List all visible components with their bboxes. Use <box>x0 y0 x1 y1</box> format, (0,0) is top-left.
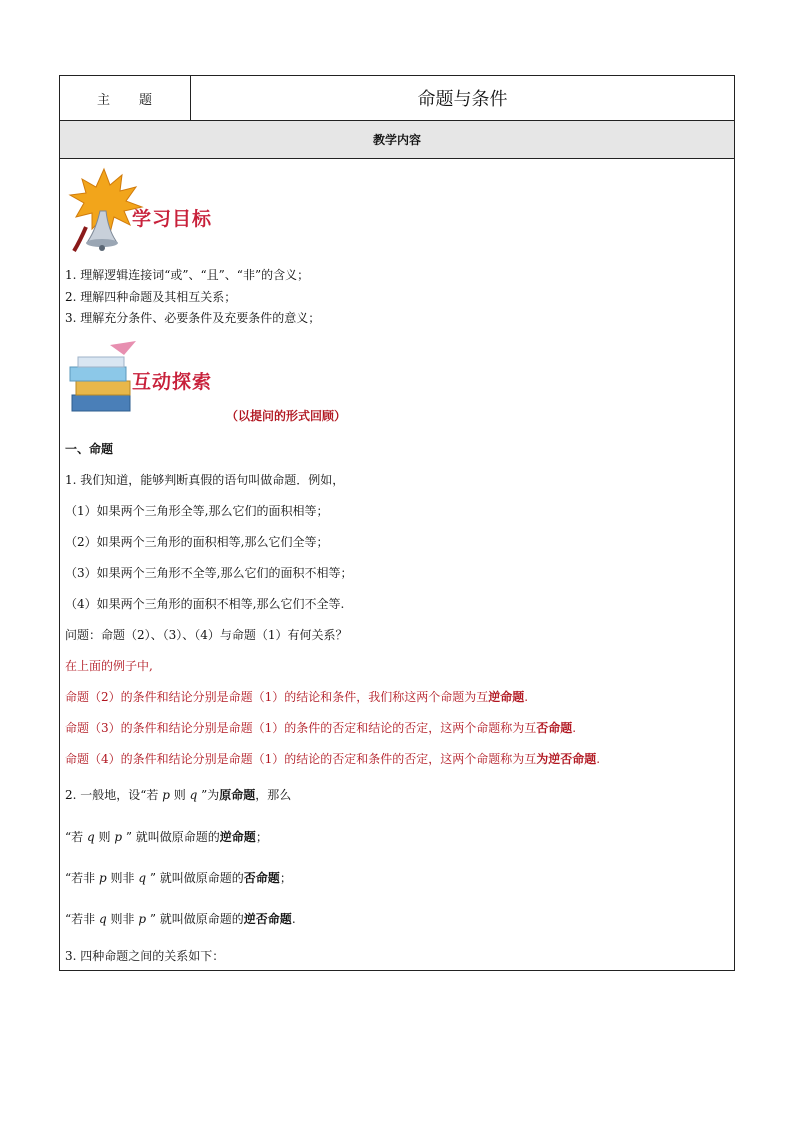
converse-text-a: “若 <box>65 830 84 844</box>
intro-line: 1. 我们知道，能够判断真假的语句叫做命题．例如， <box>65 473 345 487</box>
converse-definition <box>65 828 268 845</box>
general-text-c: ”为 <box>201 788 220 802</box>
contrapositive-term: 逆否命题 <box>243 912 292 926</box>
inverse-text-b: 则非 <box>110 871 135 885</box>
inverse-term: 否命题 <box>243 871 280 885</box>
answer-2-text: 命题（3）的条件和结论分别是命题（1）的条件的否定和结论的否定，这两个命题称为互 <box>65 721 537 735</box>
review-note: （以提问的形式回顾） <box>226 409 347 423</box>
example-1: （1）如果两个三角形全等,那么它们的面积相等； <box>65 504 329 518</box>
topic-title: 命题与条件 <box>417 89 508 110</box>
answer-2 <box>65 719 576 736</box>
answer-2-term: 否命题 <box>536 721 573 735</box>
answer-1-text: 命题（2）的条件和结论分别是命题（1）的结论和条件，我们称这两个命题为互 <box>65 690 489 704</box>
content-body <box>60 159 734 970</box>
answer-1 <box>65 688 528 705</box>
four-propositions-relation: 3. 四种命题之间的关系如下： <box>65 949 225 963</box>
topic-label-part2: 题 <box>139 92 154 108</box>
inverse-text-d: ； <box>279 871 292 885</box>
contrapositive-text-d: . <box>291 912 296 926</box>
general-text-b: 则 <box>173 788 186 802</box>
converse-text-b: 则 <box>98 830 111 844</box>
teaching-content-bar: 教学内容 <box>60 121 734 159</box>
example-4: （4）如果两个三角形的面积不相等,那么它们不全等. <box>65 597 345 611</box>
answer-2-end: . <box>572 721 577 735</box>
var-p: p <box>138 912 147 926</box>
general-text-a: 2. 一般地，设“若 <box>65 788 159 802</box>
var-q: q <box>138 871 147 885</box>
topic-label-part1: 主 <box>96 92 111 108</box>
inverse-text-a: “若非 <box>65 871 96 885</box>
var-q: q <box>86 830 95 844</box>
contrapositive-text-c: ” 就叫做原命题的 <box>149 912 244 926</box>
answer-intro: 在上面的例子中, <box>65 659 153 673</box>
example-3: （3）如果两个三角形不全等,那么它们的面积不相等； <box>65 566 353 580</box>
answer-1-term: 逆命题 <box>488 690 525 704</box>
general-text-d: ，那么 <box>255 788 292 802</box>
inverse-definition <box>65 869 292 886</box>
var-q: q <box>98 912 107 926</box>
topic-label <box>60 76 191 120</box>
question-line: 问题：命题（2）、（3）、（4）与命题（1）有何关系？ <box>65 628 348 642</box>
inverse-text-c: ” 就叫做原命题的 <box>149 871 244 885</box>
var-p: p <box>162 788 170 802</box>
lesson-table <box>59 75 735 971</box>
interactive-explore-banner: 互动探索 <box>132 371 213 393</box>
contrapositive-text-a: “若非 <box>65 912 96 926</box>
learning-goals-banner: 学习目标 <box>132 208 213 230</box>
converse-text-d: ； <box>255 830 268 844</box>
contrapositive-definition <box>65 910 296 927</box>
var-q: q <box>189 788 198 802</box>
objective-2: 2. 理解四种命题及其相互关系； <box>65 290 237 304</box>
answer-3-text: 命题（4）的条件和结论分别是命题（1）的结论的否定和条件的否定，这两个命题称为互 <box>65 752 537 766</box>
answer-1-end: . <box>524 690 529 704</box>
objective-1: 1. 理解逻辑连接词“或”、“且”、“非”的含义； <box>65 268 310 282</box>
example-2: （2）如果两个三角形的面积相等,那么它们全等； <box>65 535 329 549</box>
original-proposition-term: 原命题 <box>219 788 256 802</box>
answer-3-term: 为逆否命题 <box>536 752 597 766</box>
contrapositive-text-b: 则非 <box>110 912 135 926</box>
topic-row <box>60 76 734 121</box>
var-p: p <box>98 871 107 885</box>
objective-3: 3. 理解充分条件、必要条件及充要条件的意义； <box>65 311 321 325</box>
answer-3-end: . <box>596 752 601 766</box>
converse-text-c: ” 就叫做原命题的 <box>125 830 220 844</box>
section-heading-propositions: 一、命题 <box>65 442 114 456</box>
converse-term: 逆命题 <box>219 830 256 844</box>
var-p: p <box>114 830 123 844</box>
general-definition <box>65 786 291 803</box>
answer-3 <box>65 750 600 767</box>
